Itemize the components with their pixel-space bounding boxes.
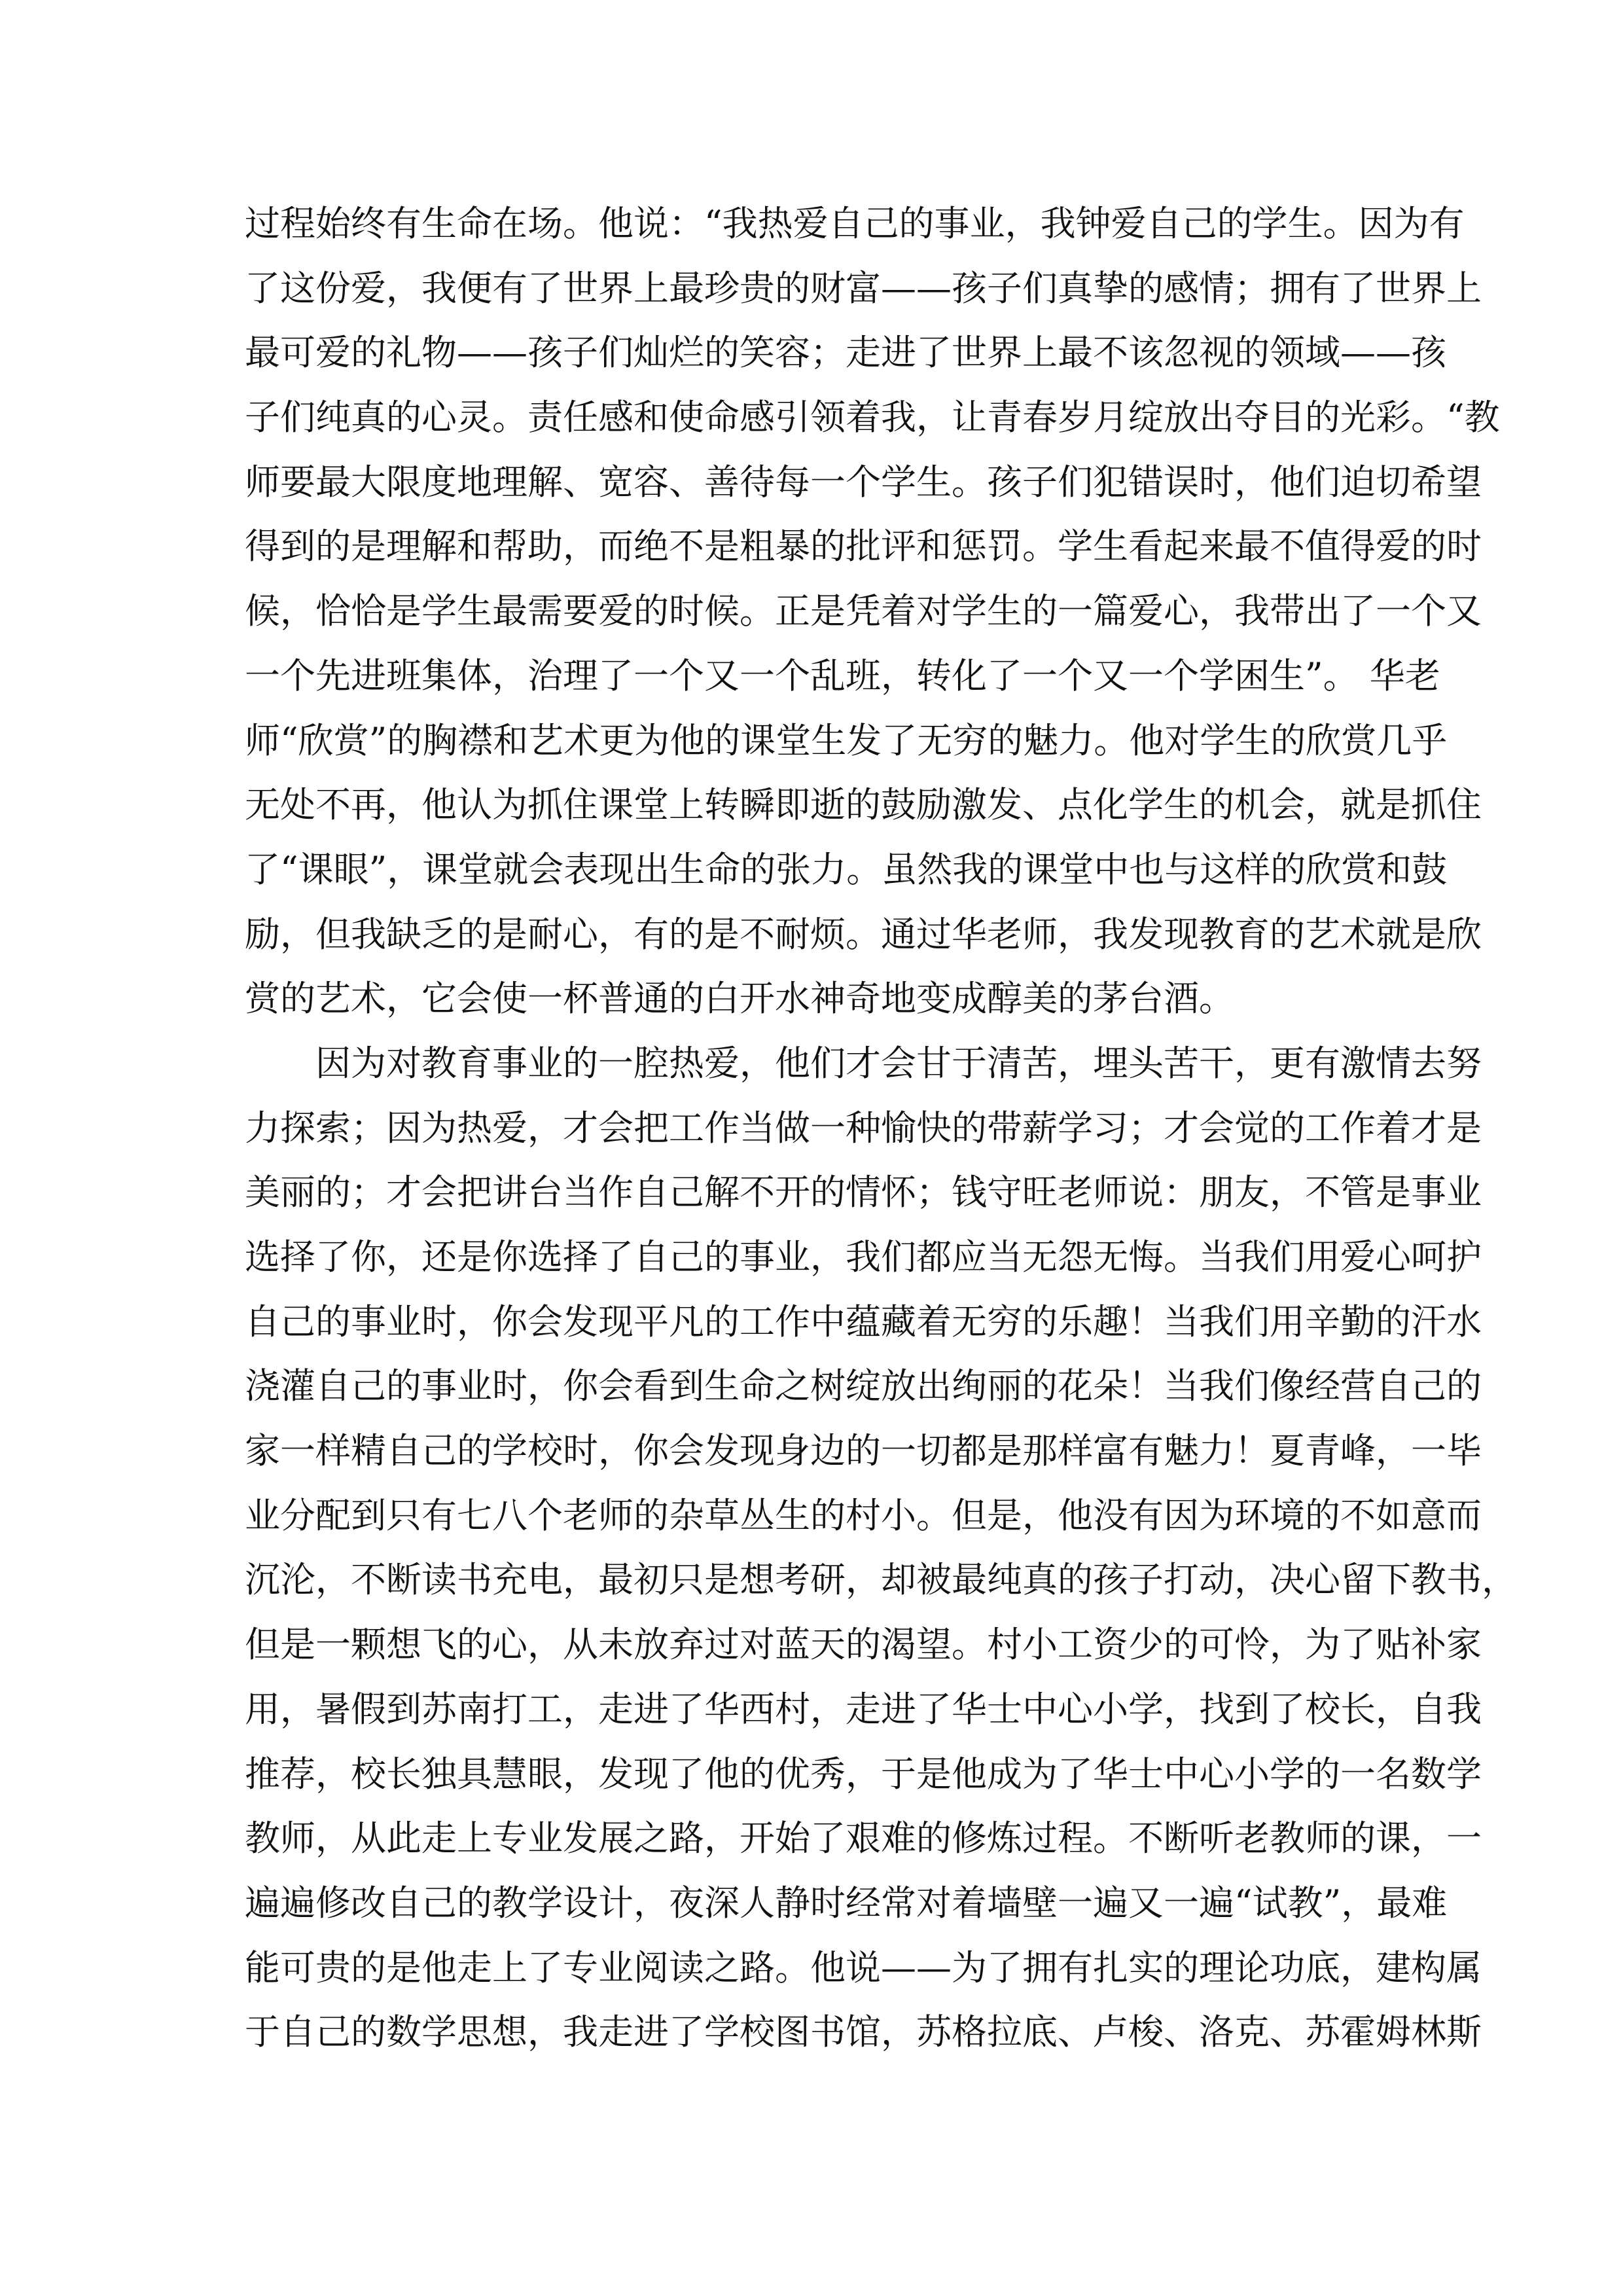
text-line: 教师，从此走上专业发展之路，开始了艰难的修炼过程。不断听老教师的课，一 [245,1818,1482,1859]
text-line: 推荐，校长独具慧眼，发现了他的优秀，于是他成为了华士中心小学的一名数学 [245,1753,1482,1795]
text-line: 最可爱的礼物——孩子们灿烂的笑容；走进了世界上最不该忽视的领域——孩 [245,332,1446,374]
text-line: 得到的是理解和帮助，而绝不是粗暴的批评和惩罚。学生看起来最不值得爱的时 [245,526,1482,567]
text-line: 家一样精自己的学校时，你会发现身边的一切都是那样富有魅力！夏青峰，一毕 [245,1430,1482,1472]
text-line: 遍遍修改自己的教学设计，夜深人静时经常对着墙壁一遍又一遍“试教”，最难 [245,1882,1448,1924]
text-line: 力探索；因为热爱，才会把工作当做一种愉快的带薪学习；才会觉的工作着才是 [245,1107,1482,1149]
text-line: 了这份爱，我便有了世界上最珍贵的财富——孩子们真挚的感情；拥有了世界上 [245,267,1482,309]
text-line: 沉沦，不断读书充电，最初只是想考研，却被最纯真的孩子打动，决心留下教书， [245,1559,1517,1601]
text-line: 师“欣赏”的胸襟和艺术更为他的课堂生发了无穷的魅力。他对学生的欣赏几乎 [245,719,1448,761]
paragraph-1 [245,200,1500,1040]
text-line: 过程始终有生命在场。他说：“我热爱自己的事业，我钟爱自己的学生。因为有 [245,203,1465,244]
body-text [245,200,1517,2073]
text-line: 用，暑假到苏南打工，走进了华西村，走进了华士中心小学，找到了校长，自我 [245,1688,1482,1730]
text-line: 候，恰恰是学生最需要爱的时候。正是凭着对学生的一篇爱心，我带出了一个又 [245,590,1482,632]
text-line: 励，但我缺乏的是耐心，有的是不耐烦。通过华老师，我发现教育的艺术就是欣 [245,913,1482,955]
text-line: 自己的事业时，你会发现平凡的工作中蕴藏着无穷的乐趣！当我们用辛勤的汗水 [245,1300,1482,1342]
paragraph-2 [245,1040,1517,2073]
text-line: 选择了你，还是你选择了自己的事业，我们都应当无怨无悔。当我们用爱心呵护 [245,1236,1482,1278]
text-line: 业分配到只有七八个老师的杂草丛生的村小。但是，他没有因为环境的不如意而 [245,1494,1482,1536]
text-line: 师要最大限度地理解、宽容、善待每一个学生。孩子们犯错误时，他们迫切希望 [245,461,1482,503]
text-line: 浇灌自己的事业时，你会看到生命之树绽放出绚丽的花朵！当我们像经营自己的 [245,1365,1482,1407]
text-line: 但是一颗想飞的心，从未放弃过对蓝天的渴望。村小工资少的可怜，为了贴补家 [245,1624,1482,1666]
text-line: 赏的艺术，它会使一杯普通的白开水神奇地变成醇美的茅台酒。 [245,978,1234,1020]
text-line: 了“课眼”，课堂就会表现出生命的张力。虽然我的课堂中也与这样的欣赏和鼓 [245,848,1448,890]
text-line: 能可贵的是他走上了专业阅读之路。他说——为了拥有扎实的理论功底，建构属 [245,1946,1482,1988]
text-line: 一个先进班集体，治理了一个又一个乱班，转化了一个又一个学困生”。 华老 [245,655,1440,696]
text-line: 因为对教育事业的一腔热爱，他们才会甘于清苦，埋头苦干，更有激情去努 [315,1042,1482,1084]
text-line: 子们纯真的心灵。责任感和使命感引领着我，让青春岁月绽放出夺目的光彩。“教 [245,397,1500,439]
text-line: 美丽的；才会把讲台当作自己解不开的情怀；钱守旺老师说：朋友，不管是事业 [245,1172,1482,1213]
text-line: 于自己的数学思想，我走进了学校图书馆，苏格拉底、卢梭、洛克、苏霍姆林斯 [245,2011,1482,2053]
text-line: 无处不再，他认为抓住课堂上转瞬即逝的鼓励激发、点化学生的机会，就是抓住 [245,784,1482,826]
